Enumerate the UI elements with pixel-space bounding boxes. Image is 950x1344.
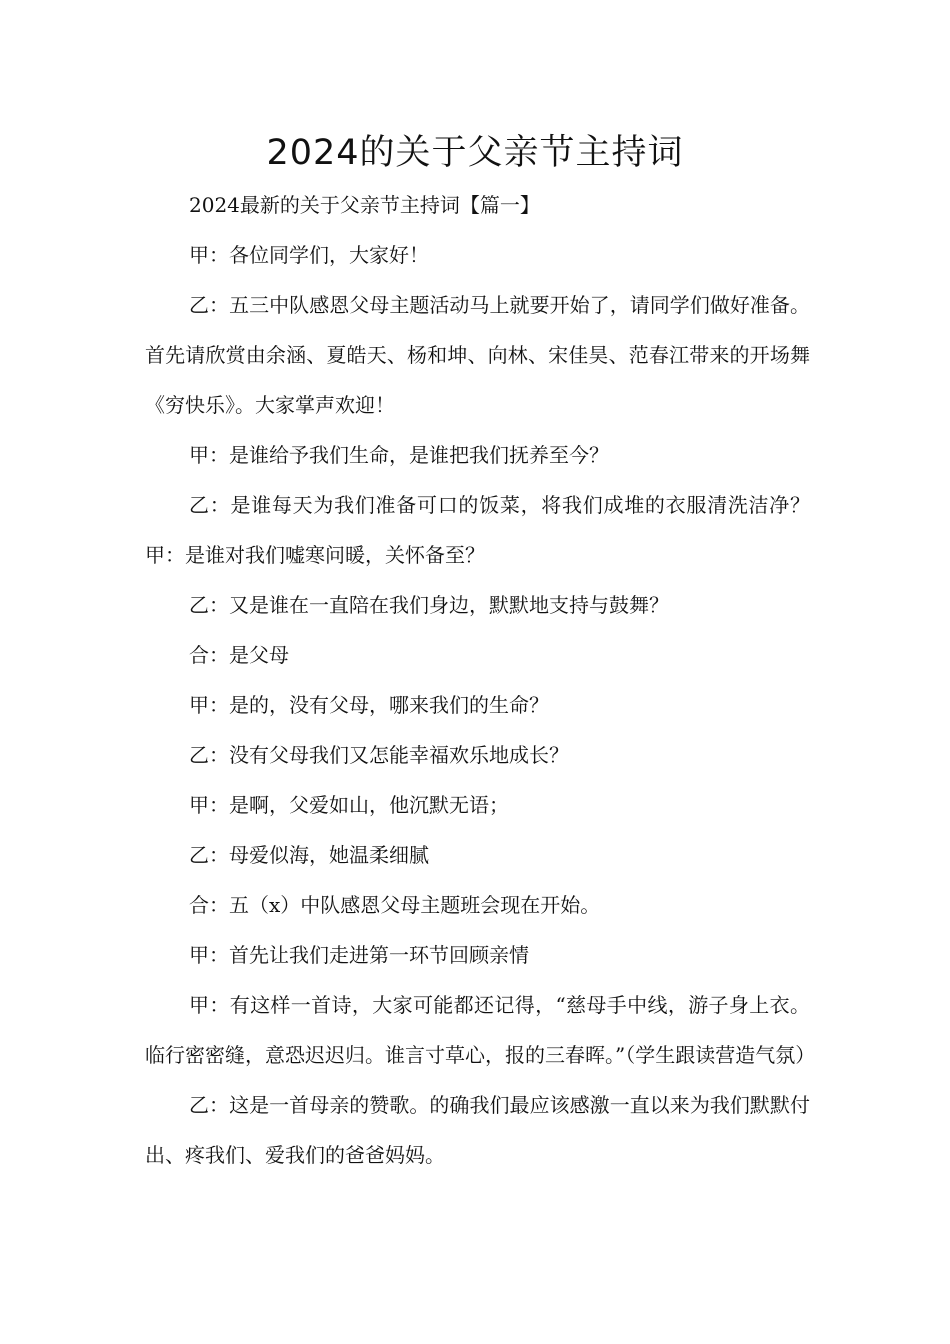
paragraph: 甲：是谁给予我们生命，是谁把我们抚养至今？ (189, 443, 609, 467)
paragraph: 乙：没有父母我们又怎能幸福欢乐地成长？ (189, 743, 569, 767)
paragraph: 乙：是谁每天为我们准备可口的饭菜，将我们成堆的衣服清洗洁净？甲：是谁对我们嘘寒问暖，关怀备至？ (145, 493, 810, 567)
paragraph: 甲：是啊，父爱如山，他沉默无语； (189, 793, 509, 817)
paragraph-section-heading: 2024最新的关于父亲节主持词【篇一】 (189, 193, 540, 217)
paragraph: 甲：首先让我们走进第一环节回顾亲情 (189, 943, 529, 967)
paragraph: 合：五（x）中队感恩父母主题班会现在开始。 (189, 893, 601, 917)
paragraph: 乙：五三中队感恩父母主题活动马上就要开始了，请同学们做好准备。首先请欣赏由余涵、夏皓天、杨和坤、向林、宋佳昊、范春江带来的开场舞《穷快乐》。大家掌声欢迎！ (145, 293, 810, 417)
paragraph: 甲：是的，没有父母，哪来我们的生命？ (189, 693, 549, 717)
document-title: 2024的关于父亲节主持词 (266, 133, 684, 173)
paragraph: 乙：又是谁在一直陪在我们身边，默默地支持与鼓舞？ (189, 593, 669, 617)
paragraph: 乙：母爱似海，她温柔细腻 (189, 843, 429, 867)
paragraph: 合：是父母 (189, 643, 289, 667)
paragraph: 乙：这是一首母亲的赞歌。的确我们最应该感激一直以来为我们默默付出、疼我们、爱我们的爸爸妈妈。 (145, 1093, 810, 1167)
paragraph: 甲：有这样一首诗，大家可能都还记得，“慈母手中线，游子身上衣。临行密密缝，意恐迟迟归。谁言寸草心，报的三春晖。”（学生跟读营造气氛） (145, 993, 816, 1067)
paragraph: 甲：各位同学们，大家好！ (189, 243, 429, 267)
document-body (145, 180, 816, 1180)
